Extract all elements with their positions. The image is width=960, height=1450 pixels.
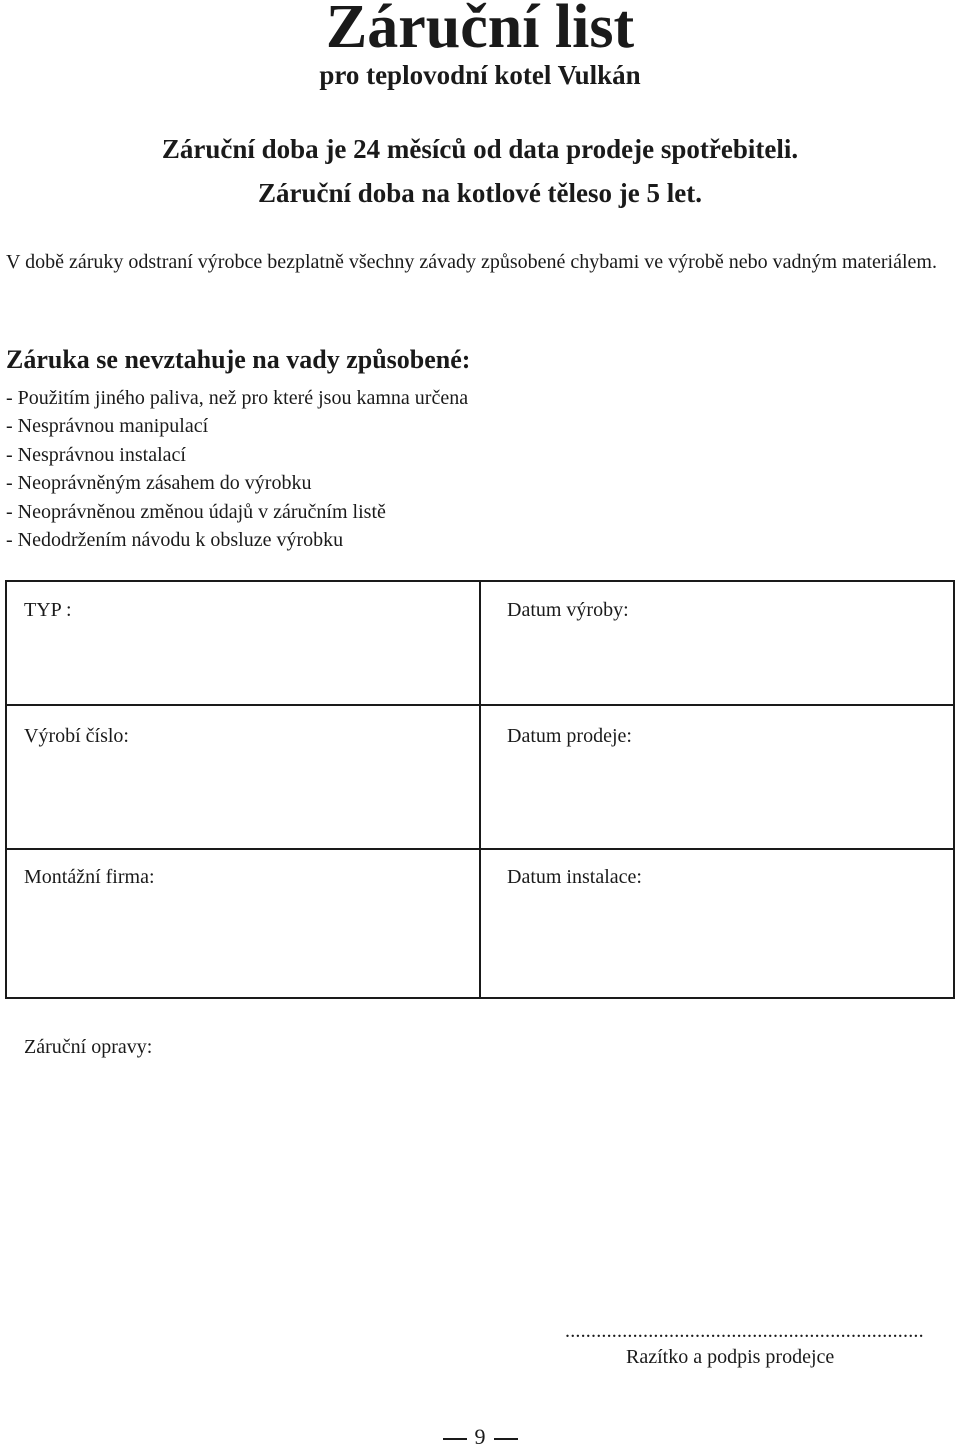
page-subtitle: pro teplovodní kotel Vulkán <box>319 60 641 90</box>
exclusion-item: - Nesprávnou instalací <box>6 443 186 466</box>
exclusion-item: - Nesprávnou manipulací <box>6 415 209 438</box>
signature-line: ..................................................................... <box>565 1320 924 1342</box>
exclusions-heading: Záruka se nevztahuje na vady způsobené: <box>6 345 471 374</box>
sale-date-field-label[interactable]: Datum prodeje: <box>507 725 632 747</box>
type-field-label[interactable]: TYP : <box>24 599 72 621</box>
signature-label: Razítko a podpis prodejce <box>626 1346 835 1368</box>
page-number-value: 9 <box>474 1424 486 1449</box>
form-column-divider <box>479 580 481 999</box>
page-number-rule-right <box>494 1438 518 1440</box>
exclusion-item: - Neoprávněnou změnou údajů v záručním listě <box>6 500 386 523</box>
exclusions-list <box>6 384 468 554</box>
installer-field-label[interactable]: Montážní firma: <box>24 866 155 888</box>
installation-date-field-label[interactable]: Datum instalace: <box>507 866 642 888</box>
warranty-repairs-label: Záruční opravy: <box>24 1036 153 1058</box>
exclusion-item: - Neoprávněným zásahem do výrobku <box>6 472 312 495</box>
warranty-period-text: Záruční doba je 24 měsíců od data prodeje spotřebiteli. <box>161 134 799 164</box>
serial-number-field-label[interactable]: Výrobí číslo: <box>24 725 129 747</box>
page-number <box>0 1424 960 1450</box>
production-date-field-label[interactable]: Datum výroby: <box>507 599 629 621</box>
form-row-divider <box>5 704 955 706</box>
page-number-rule-left <box>443 1438 467 1440</box>
page-title: Záruční list <box>325 0 635 61</box>
exclusion-item: - Použitím jiného paliva, než pro které jsou kamna určena <box>6 387 469 409</box>
boiler-body-period-text: Záruční doba na kotlové těleso je 5 let. <box>258 178 702 208</box>
intro-paragraph: V době záruky odstraní výrobce bezplatně všechny závady způsobené chybami ve výrobě nebo vadným materiálem. <box>6 251 937 273</box>
exclusion-item: - Nedodržením návodu k obsluze výrobku <box>6 529 344 552</box>
form-row-divider <box>5 848 955 850</box>
